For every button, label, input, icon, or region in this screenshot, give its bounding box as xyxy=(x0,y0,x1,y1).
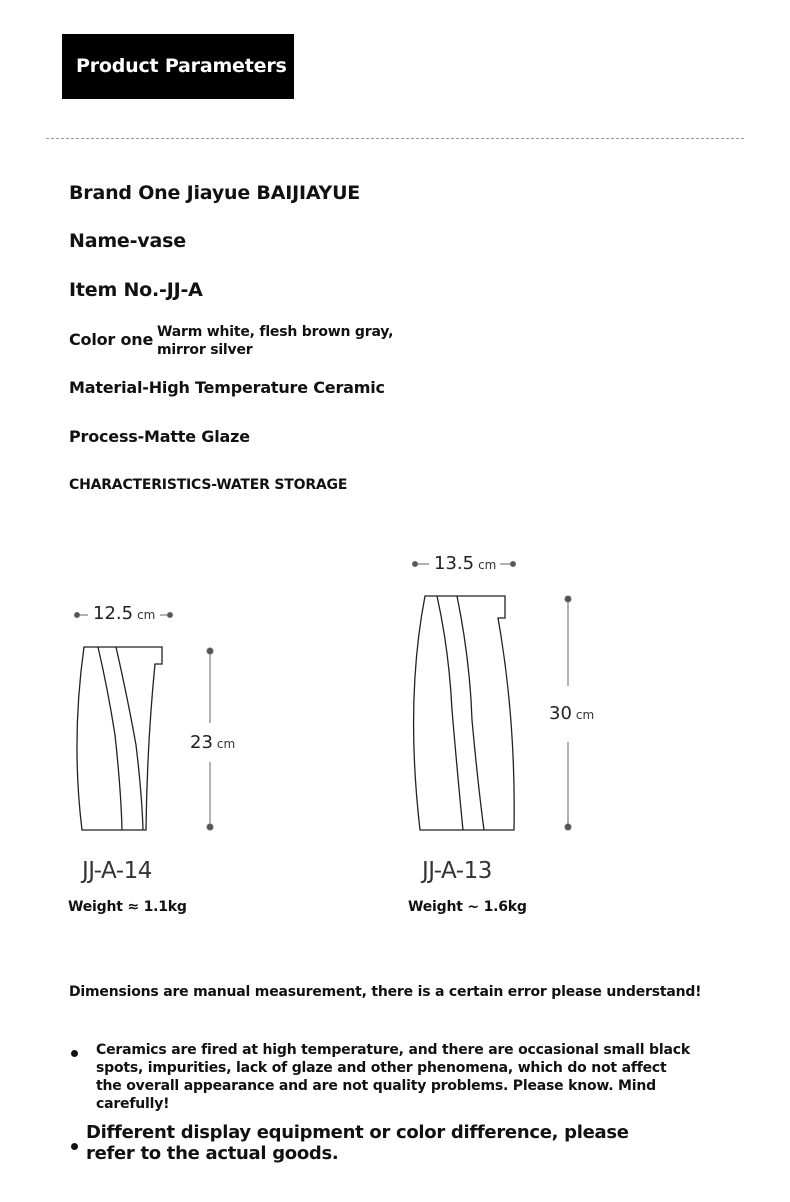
width-value-small: 12.5 xyxy=(93,603,134,624)
quality-note: Ceramics are fired at high temperature, and there are occasional small black spots, impurities, lack of glaze and other phenomena, which do not affect the overall appearance and are not quality problems. Please know. Mind carefully! xyxy=(96,1042,690,1112)
spec-material: Material-High Temperature Ceramic xyxy=(69,378,385,397)
dimension-marker xyxy=(75,613,80,618)
width-unit-large: cm xyxy=(478,558,497,572)
width-label-small xyxy=(93,603,155,624)
model-name-large: JJ-A-13 xyxy=(422,858,492,884)
dimension-marker xyxy=(207,824,213,830)
bullet-dot xyxy=(71,1050,78,1057)
width-value-large: 13.5 xyxy=(434,553,475,574)
weight-large: Weight ~ 1.6kg xyxy=(408,899,527,915)
spec-process: Process-Matte Glaze xyxy=(69,427,250,446)
dimension-marker xyxy=(511,562,516,567)
dimension-marker xyxy=(413,562,418,567)
dimensions-note: Dimensions are manual measurement, there is a certain error please understand! xyxy=(69,984,702,1000)
display-note: Different display equipment or color difference, please refer to the actual goods. xyxy=(86,1122,629,1164)
vase-large-drawing xyxy=(414,596,515,830)
spec-color-value: Warm white, flesh brown gray, mirror silver xyxy=(157,324,394,358)
spec-brand: Brand One Jiayue BAIJIAYUE xyxy=(69,182,361,204)
height-unit-large: cm xyxy=(575,708,595,722)
height-unit-small: cm xyxy=(216,737,236,751)
dimension-marker xyxy=(565,824,571,830)
bullet-dot xyxy=(71,1143,78,1150)
height-value-small: 23 xyxy=(190,732,213,753)
spec-name: Name-vase xyxy=(69,230,186,252)
vase-small-drawing xyxy=(77,647,162,830)
dimension-marker xyxy=(565,596,571,602)
width-label-large xyxy=(434,553,496,574)
spec-characteristics: CHARACTERISTICS-WATER STORAGE xyxy=(69,477,348,493)
height-label-large xyxy=(549,703,594,724)
weight-small: Weight ≈ 1.1kg xyxy=(68,899,187,915)
dimension-marker xyxy=(207,648,213,654)
section-title: Product Parameters xyxy=(76,55,287,77)
height-value-large: 30 xyxy=(549,703,572,724)
width-unit-small: cm xyxy=(137,608,156,622)
model-name-small: JJ-A-14 xyxy=(82,858,152,884)
height-label-small xyxy=(190,732,235,753)
spec-color-label: Color one xyxy=(69,330,154,349)
dimension-marker xyxy=(168,613,173,618)
spec-item-no: Item No.-JJ-A xyxy=(69,279,203,301)
